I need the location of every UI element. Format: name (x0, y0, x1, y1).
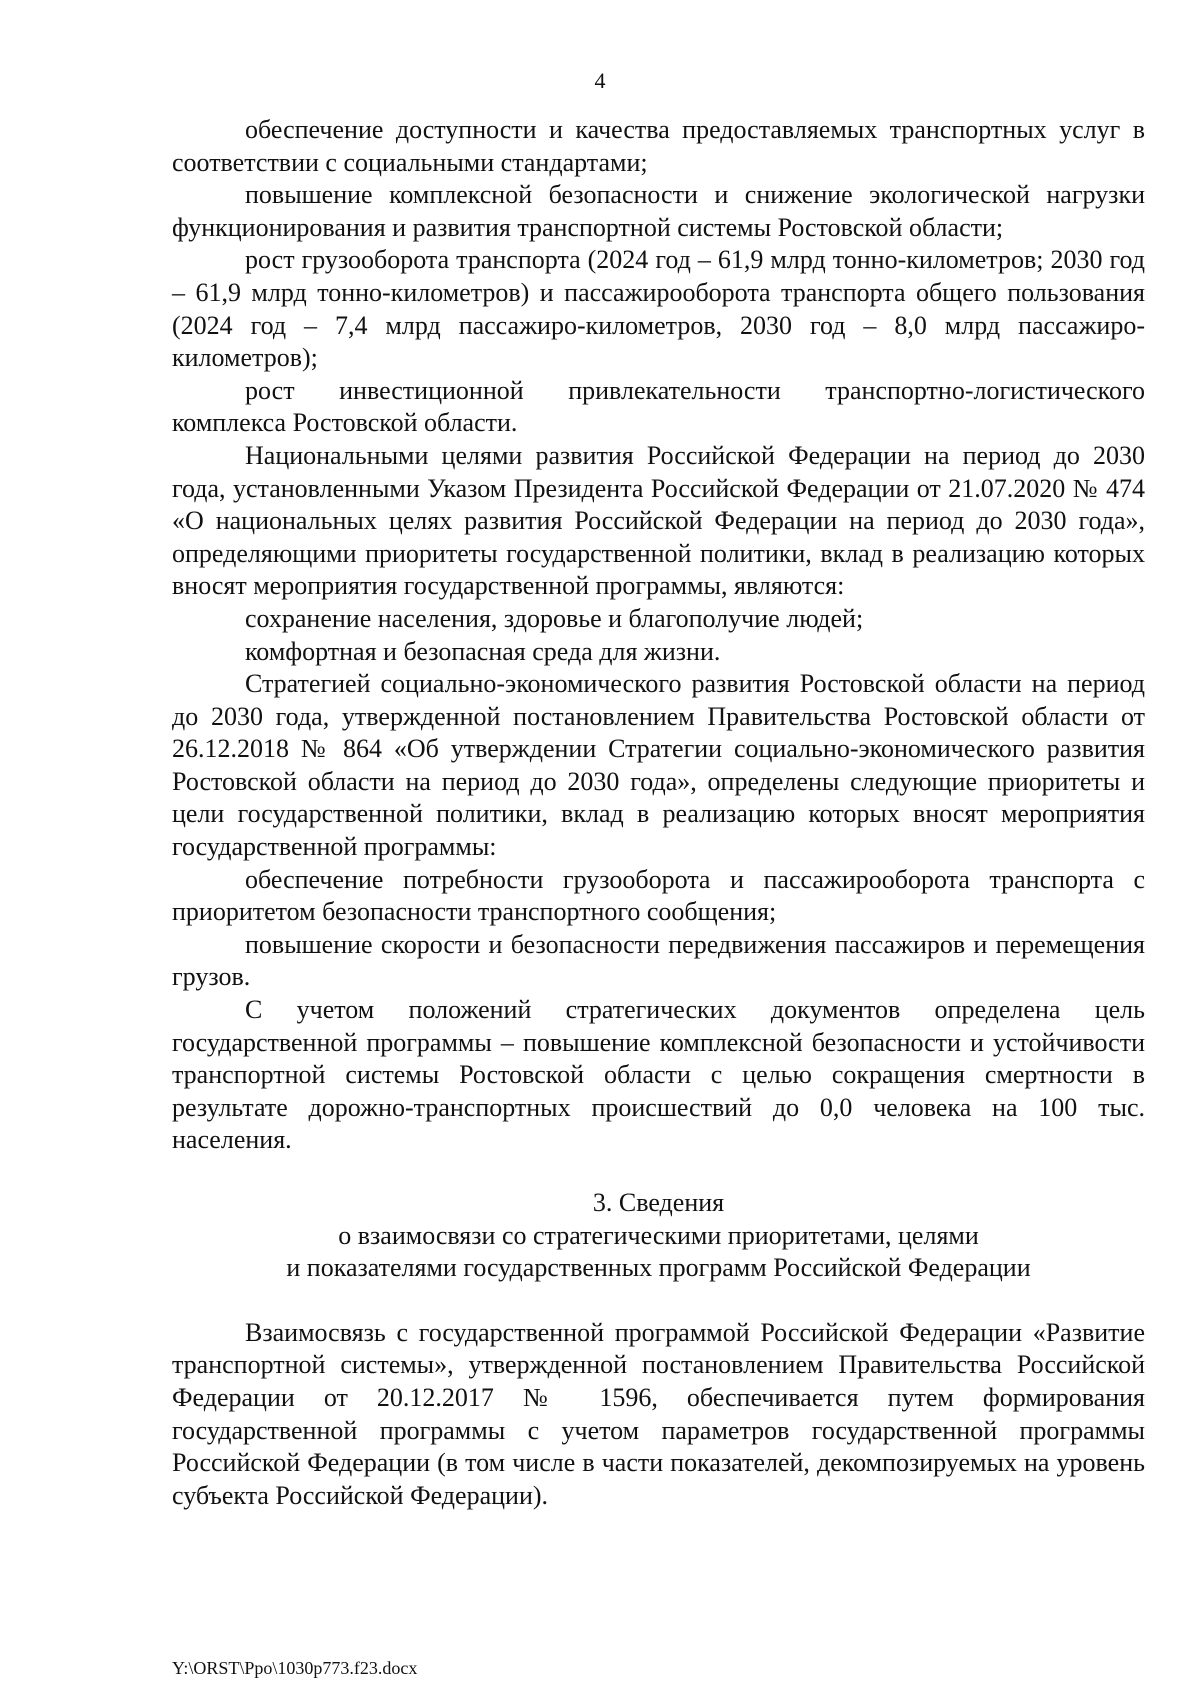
paragraph: повышение комплексной безопасности и снижение экологической нагрузки функционирования и развития транспортной системы Ростовской области; (172, 180, 1145, 242)
paragraph: сохранение населения, здоровье и благополучие людей; (245, 603, 864, 633)
section-heading (172, 1187, 1145, 1285)
paragraph: комфортная и безопасная среда для жизни. (245, 636, 721, 666)
paragraph: рост инвестиционной привлекательности транспортно-логистического комплекса Ростовской области. (172, 375, 1145, 438)
section-heading-subtitle-line2: и показателями государственных программ Российской Федерации (286, 1253, 1031, 1283)
paragraph: С учетом положений стратегических документов определена цель государственной программы – повышение комплексной безопасности и устойчивости транспортной системы Ростовской области с целью сокращения смертности в результате дорожно-транспортных происшествий до 0,0 человека на 100 тыс. населения. (172, 995, 1145, 1155)
paragraph: повышение скорости и безопасности передвижения пассажиров и перемещения грузов. (172, 929, 1145, 992)
section-heading-title: 3. Сведения (592, 1188, 725, 1217)
document-body (172, 114, 1145, 1512)
paragraph: рост грузооборота транспорта (2024 год – 61,9 млрд тонно-километров; 2030 год – 61,9 млрд тонно-километров) и пассажирооборота транспорта общего пользования (2024 год – 7,4 млрд пассажиро-километров, 2030 год – 8,0 млрд пассажиро-километров); (172, 245, 1145, 373)
section-heading-subtitle-line1: о взаимосвязи со стратегическими приоритетами, целями (338, 1220, 979, 1250)
paragraph: Стратегией социально-экономического развития Ростовской области на период до 2030 года, утвержденной постановлением Правительства Ростовской области от 26.12.2018 № 864 «Об утверждении Стратегии социально-экономического развития Ростовской области на период до 2030 года», определены следующие приоритеты и цели государственной политики, вклад в реализацию которых вносят мероприятия государственной программы: (172, 669, 1145, 862)
paragraph: обеспечение потребности грузооборота и пассажирооборота транспорта с приоритетом безопасности транспортного сообщения; (172, 864, 1145, 927)
paragraph: обеспечение доступности и качества предоставляемых транспортных услуг в соответствии с социальными стандартами; (172, 115, 1145, 177)
page-number: 4 (594, 68, 606, 93)
paragraph: Национальными целями развития Российской Федерации на период до 2030 года, установленными Указом Президента Российской Федерации от 21.07.2020 № 474 «О национальных целях развития Российской Федерации на период до 2030 года», определяющими приоритеты государственной политики, вклад в реализацию которых вносят мероприятия государственной программы, являются: (172, 440, 1145, 601)
footer-file-path: Y:\ORST\Ppo\1030p773.f23.docx (172, 1658, 418, 1678)
paragraph: Взаимосвязь с государственной программой Российской Федерации «Развитие транспортной системы», утвержденной постановлением Правительства Российской Федерации от 20.12.2017 № 1596, обеспечивается путем формирования государственной программы с учетом параметров государственной программы Российской Федерации (в том числе в части показателей, декомпозируемых на уровень субъекта Российской Федерации). (172, 1317, 1145, 1510)
